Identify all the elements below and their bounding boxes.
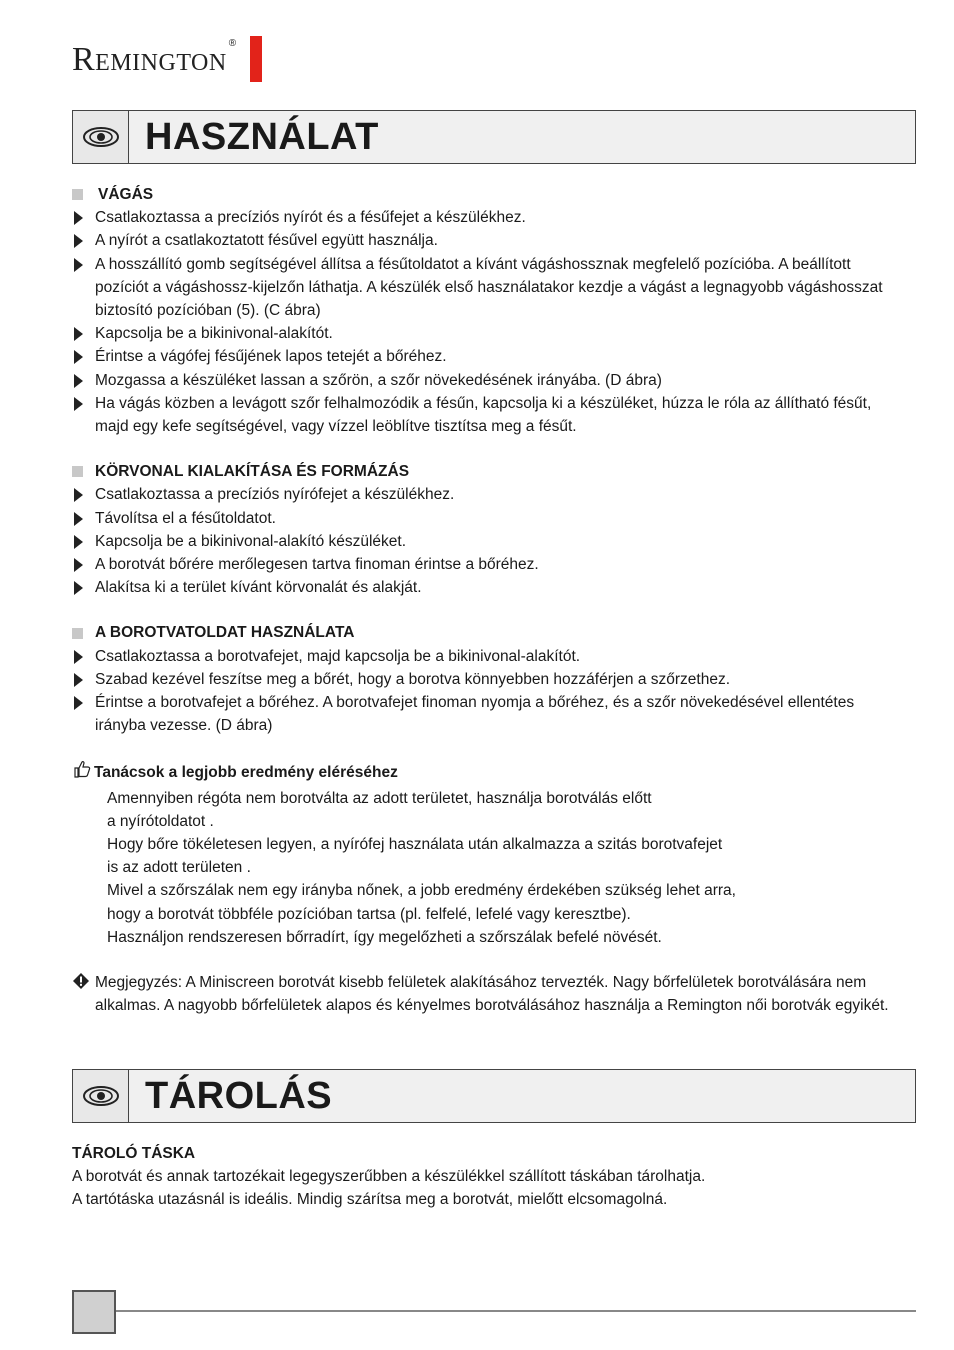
tip-line: a nyírótoldatot . (107, 812, 214, 830)
list-item: Szabad kezével feszítse meg a bőrét, hogy a borotva könnyebben hozzáférjen a szőrzethez. (72, 668, 892, 691)
arrow-bullet-icon (74, 327, 83, 341)
subheading-borotvatoldat: A BOROTVATOLDAT HASZNÁLATA (72, 621, 892, 644)
list-item: Mozgassa a készüléket lassan a szőrön, a szőr növekedésének irányába. (D ábra) (72, 369, 892, 392)
warning-diamond-icon (72, 972, 90, 997)
tip-line: Használjon rendszeresen bőrradírt, így megelőzheti a szőrszálak befelé növését. (107, 928, 662, 946)
arrow-bullet-icon (74, 581, 83, 595)
arrow-bullet-icon (74, 211, 83, 225)
arrow-bullet-icon (74, 535, 83, 549)
page-number-box (72, 1290, 116, 1334)
footer-rule (116, 1310, 916, 1312)
eye-icon (73, 1070, 129, 1122)
subheading-tarolo-taska: TÁROLÓ TÁSKA (72, 1145, 196, 1162)
list-item: Csatlakoztassa a borotvafejet, majd kapcsolja be a bikinivonal-alakítót. (72, 645, 892, 668)
logo-wordmark: Remington (72, 41, 227, 78)
list-item: Érintse a vágófej fésűjének lapos tetejét a bőréhez. (72, 345, 892, 368)
remington-logo (72, 38, 262, 82)
arrow-bullet-icon (74, 673, 83, 687)
tip-line: hogy a borotvát többféle pozícióban tartsa (pl. felfelé, lefelé vagy keresztbe). (107, 905, 631, 923)
arrow-bullet-icon (74, 350, 83, 364)
registered-mark: ® (228, 38, 237, 49)
section-title: HASZNÁLAT (145, 115, 379, 158)
section-header-hasznalat (72, 110, 916, 164)
eye-icon (73, 111, 129, 163)
square-bullet-icon (72, 189, 83, 200)
tip-line: Amennyiben régóta nem borotválta az adott területet, használja borotválás előtt (107, 789, 652, 807)
arrow-bullet-icon (74, 258, 83, 272)
list-item: Érintse a borotvafejet a bőréhez. A borotvafejet finoman nyomja a bőréhez, és a szőr növekedésével ellentétes irányba vezesse. (D ábra) (72, 691, 895, 737)
list-item: A nyírót a csatlakoztatott fésűvel együtt használja. (72, 229, 892, 252)
note-paragraph: Megjegyzés: A Miniscreen borotvát kisebb felületek alakításához tervezték. Nagy bőrfelületek borotválására nem alkalmas. A nagyobb bőrfelületek alapos és kényelmes borotválásához használja a Remington női borotvák egyikét. (72, 971, 895, 1017)
list-item: Alakítsa ki a terület kívánt körvonalát és alakját. (72, 576, 892, 599)
tip-line: Mivel a szőrszálak nem egy irányba nőnek, a jobb eredmény érdekében szükség lehet arra, (107, 882, 736, 900)
arrow-bullet-icon (74, 374, 83, 388)
logo-red-bar (250, 36, 262, 82)
list-item: Távolítsa el a fésűtoldatot. (72, 507, 892, 530)
list-item: Csatlakoztassa a precíziós nyírófejet a készülékhez. (72, 483, 892, 506)
arrow-bullet-icon (74, 650, 83, 664)
subheading-vagas: VÁGÁS (72, 183, 892, 206)
list-item: Ha vágás közben a levágott szőr felhalmozódik a fésűn, kapcsolja ki a készüléket, húzza le róla az állítható fésűt, majd egy kefe segítségével, vagy vízzel leöblítve tisztítsa meg a fésűt. (72, 392, 885, 438)
thumbs-up-icon (72, 759, 94, 786)
square-bullet-icon (72, 466, 83, 477)
tip-line: is az adott területen . (107, 859, 251, 877)
section-title: TÁROLÁS (145, 1074, 333, 1117)
paragraph-line: A borotvát és annak tartozékait legegyszerűbben a készülékkel szállított táskában tárolhatja. (72, 1168, 706, 1186)
arrow-bullet-icon (74, 558, 83, 572)
list-item: A hosszállító gomb segítségével állítsa a fésűtoldatot a kívánt vágáshossznak megfelelő pozícióba. A beállított pozíciót a vágáshossz-kijelzőn láthatja. A készülék első használatakor kezdje a vágást a legnagyobb vágáshosszat biztosító pozícióban (5). (C ábra) (72, 253, 895, 323)
subheading-korvonal: KÖRVONAL KIALAKÍTÁSA ÉS FORMÁZÁS (72, 460, 892, 483)
list-item: A borotvát bőrére merőlegesen tartva finoman érintse a bőréhez. (72, 553, 892, 576)
section-body-hasznalat (72, 183, 892, 1018)
paragraph-line: A tartótáska utazásnál is ideális. Mindig szárítsa meg a borotvát, mielőtt elcsomagolná. (72, 1191, 668, 1209)
arrow-bullet-icon (74, 488, 83, 502)
list-item: Csatlakoztassa a precíziós nyírót és a fésűfejet a készülékhez. (72, 206, 892, 229)
section-header-tarolas (72, 1069, 916, 1123)
section-body-tarolas (72, 1142, 892, 1212)
square-bullet-icon (72, 628, 83, 639)
list-item: Kapcsolja be a bikinivonal-alakító készüléket. (72, 530, 892, 553)
arrow-bullet-icon (74, 234, 83, 248)
tip-line: Hogy bőre tökéletesen legyen, a nyírófej használata után alkalmazza a szitás borotvafejet (107, 836, 723, 854)
arrow-bullet-icon (74, 397, 83, 411)
list-item: Kapcsolja be a bikinivonal-alakítót. (72, 322, 892, 345)
arrow-bullet-icon (74, 696, 83, 710)
arrow-bullet-icon (74, 512, 83, 526)
tips-heading: Tanácsok a legjobb eredmény eléréséhez (72, 759, 892, 786)
